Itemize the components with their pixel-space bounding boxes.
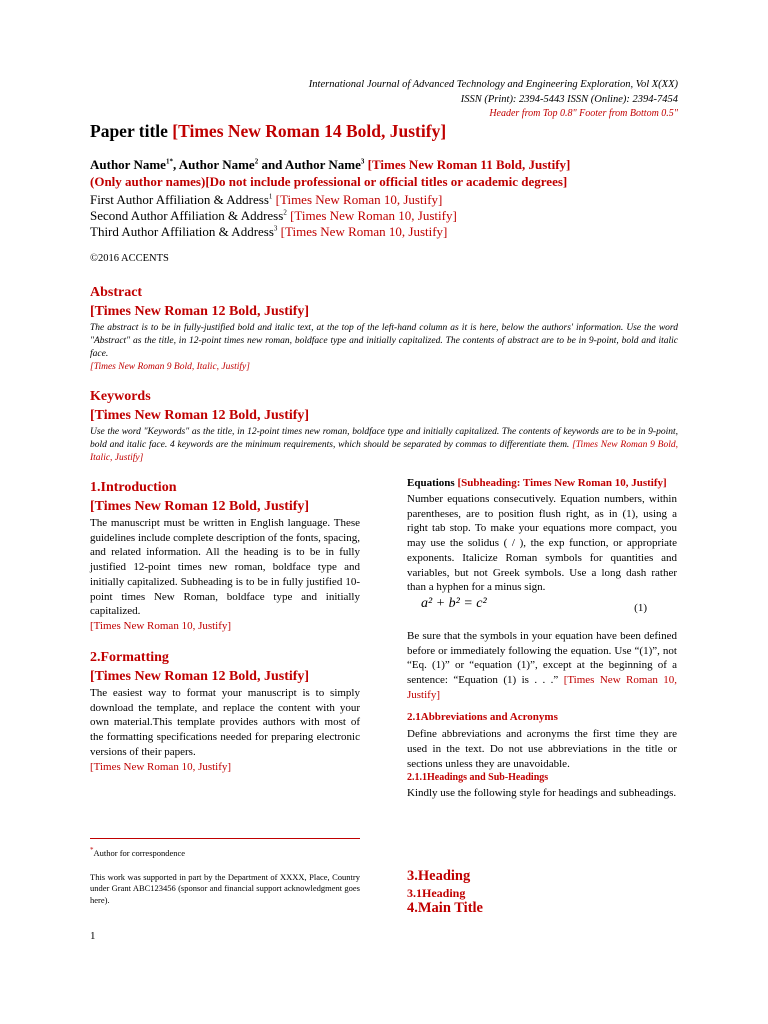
affiliation-1-sup: 1: [268, 192, 273, 201]
equations-body: Number equations consecutively. Equation numbers, within parentheses, are to position flush right, as in (1), using a right tab stop. To make your equations more compact, you may use the solidus ( / ), the exp function, or appropriate exponents. Italicize Roman symbols for quantities and variables, but not Greek symbols. Use a long dash rather than a hyphen for a minus sign.: [407, 493, 677, 594]
affiliation-2-text: Second Author Affiliation & Address: [90, 208, 284, 223]
running-header: [309, 78, 678, 122]
affiliation-3-note: [Times New Roman 10, Justify]: [277, 224, 448, 239]
author-sup-1: 1*: [165, 157, 173, 166]
formatting-heading-note: [Times New Roman 12 Bold, Justify]: [90, 669, 310, 684]
equation-block: [407, 595, 677, 623]
keywords-note: [Times New Roman 9 Bold, Italic, Justify]: [90, 440, 678, 463]
heading-sample-3: 4.Main Title: [407, 900, 483, 916]
abstract-section: [90, 283, 678, 374]
equations-heading-note: [Subheading: Times New Roman 10, Justify]: [454, 477, 667, 489]
heading-sample-2: 3.1Heading: [407, 886, 466, 900]
equations-heading: [407, 476, 677, 490]
formatting-note: [Times New Roman 10, Justify]: [90, 760, 232, 773]
affiliations: [90, 192, 690, 240]
abbreviations-body: Define abbreviations and acronyms the first time they are used in the text. Do not use abbreviations in the title or sections unless they are unavoidable.: [407, 728, 677, 770]
keywords-heading: Keywords: [90, 389, 151, 404]
headings-subheading: 2.1.1Headings and Sub-Headings: [407, 772, 549, 784]
affiliation-1: [90, 192, 690, 208]
equations-body-2-text: Be sure that the symbols in your equation have been defined before or immediately following the equation. Use “(1)”, not “Eq. (1)” or “equation (1)”, except at the beginning of a sentence: “Equation (1) is . . .”: [407, 629, 677, 687]
footnote-correspondence-text: Author for correspondence: [93, 848, 186, 858]
author-sup-2: 2: [254, 157, 259, 166]
affiliation-1-note: [Times New Roman 10, Justify]: [272, 192, 443, 207]
keywords-heading-note: [Times New Roman 12 Bold, Justify]: [90, 408, 310, 423]
introduction-heading-note: [Times New Roman 12 Bold, Justify]: [90, 499, 310, 514]
author-sup-3: 3: [360, 157, 365, 166]
paper-title: [90, 121, 446, 142]
abstract-body: [90, 322, 678, 374]
footnotes: [90, 838, 360, 906]
introduction-body: The manuscript must be written in English language. These guidelines include complete description of the fonts, spacing, and related information. All the heading is to be in fully justified 12-point times new roman, boldface type and initially capitalized. Subheading is to be in fully justified 10-point times New Roman, boldface type and initially capitalized.: [90, 517, 360, 618]
keywords-body: [90, 426, 678, 465]
abstract-heading: Abstract: [90, 285, 143, 300]
equations-heading-text: Equations: [407, 477, 455, 489]
headings-subbody: Kindly use the following style for headings and subheadings.: [407, 786, 677, 799]
paper-title-note: [Times New Roman 14 Bold, Justify]: [172, 121, 447, 141]
journal-line: International Journal of Advanced Technology and Engineering Exploration, Vol X(XX): [308, 79, 678, 90]
abbreviations-heading: 2.1Abbreviations and Acronyms: [407, 711, 558, 724]
equation: a² + b² = c²: [421, 595, 487, 611]
formatting-heading: 2.Formatting: [90, 650, 169, 665]
formatting-body: The easiest way to format your manuscript is to simply download the template, and replace the content with your own material.This template provides authors with most of the formatting specifications needed for preparing electronic versions of their papers.: [90, 687, 360, 758]
author-name-3: and Author Name: [258, 157, 361, 172]
author-note-2: (Only author names)[Do not include professional or official titles or academic degrees]: [90, 174, 568, 189]
author-name-2: , Author Name: [172, 157, 255, 172]
affiliation-2-sup: 2: [283, 208, 287, 217]
abstract-heading-note: [Times New Roman 12 Bold, Justify]: [90, 304, 310, 319]
author-names: [90, 156, 690, 190]
heading-sample-1: 3.Heading: [407, 868, 471, 884]
footnote-support: This work was supported in part by the Department of XXXX, Place, Country under Grant ABC123456 (sponsor and financial support acknowledgment goes here).: [90, 871, 360, 905]
issn-line: ISSN (Print): 2394-5443 ISSN (Online): 2394-7454: [460, 93, 678, 105]
author-note: [Times New Roman 11 Bold, Justify]: [364, 157, 571, 172]
paper-title-text: Paper title: [90, 121, 173, 141]
affiliation-3-text: Third Author Affiliation & Address: [90, 224, 274, 239]
footnote-rule: [90, 838, 360, 839]
formatting-section: [90, 648, 360, 774]
page-number: 1: [90, 930, 96, 942]
header-margin-note: Header from Top 0.8" Footer from Bottom 0.5": [489, 108, 678, 119]
copyright: ©2016 ACCENTS: [90, 253, 169, 264]
equations-note-2: [Times New Roman 10, Justify]: [407, 674, 677, 701]
introduction-heading: 1.Introduction: [90, 480, 177, 495]
affiliation-1-text: First Author Affiliation & Address: [90, 192, 269, 207]
equation-number: (1): [634, 601, 647, 614]
affiliation-3-sup: 3: [273, 224, 278, 233]
affiliation-2-note: [Times New Roman 10, Justify]: [286, 208, 457, 223]
keywords-section: [90, 387, 678, 465]
affiliation-2: [90, 208, 690, 224]
author-name-1: Author Name: [90, 157, 166, 172]
keywords-text: Use the word "Keywords" as the title, in 12-point times new roman, boldface type and initially capitalized. The contents of keywords are to be in 9-point, bold and italic face. 4 keywords are the minimum requirements, which should be separated by commas to differentiate them.: [90, 427, 678, 450]
introduction-note: [Times New Roman 10, Justify]: [90, 619, 232, 632]
abstract-text: The abstract is to be in fully-justified bold and italic text, at the top of the left-hand column as it is here, below the authors' information. Use the word "Abstract" as the title, in 12-point times new roman, boldface type and initially capitalized. The contents of abstract are to be in 9-point, bold and italic face.: [90, 323, 678, 359]
introduction-section: [90, 478, 360, 634]
footnote-mark: *: [90, 846, 94, 855]
affiliation-3: [90, 224, 690, 240]
abstract-note: [Times New Roman 9 Bold, Italic, Justify]: [90, 362, 250, 372]
footnote-correspondence: [90, 848, 360, 860]
equations-section: [407, 476, 677, 801]
equations-body-2: [407, 629, 677, 703]
